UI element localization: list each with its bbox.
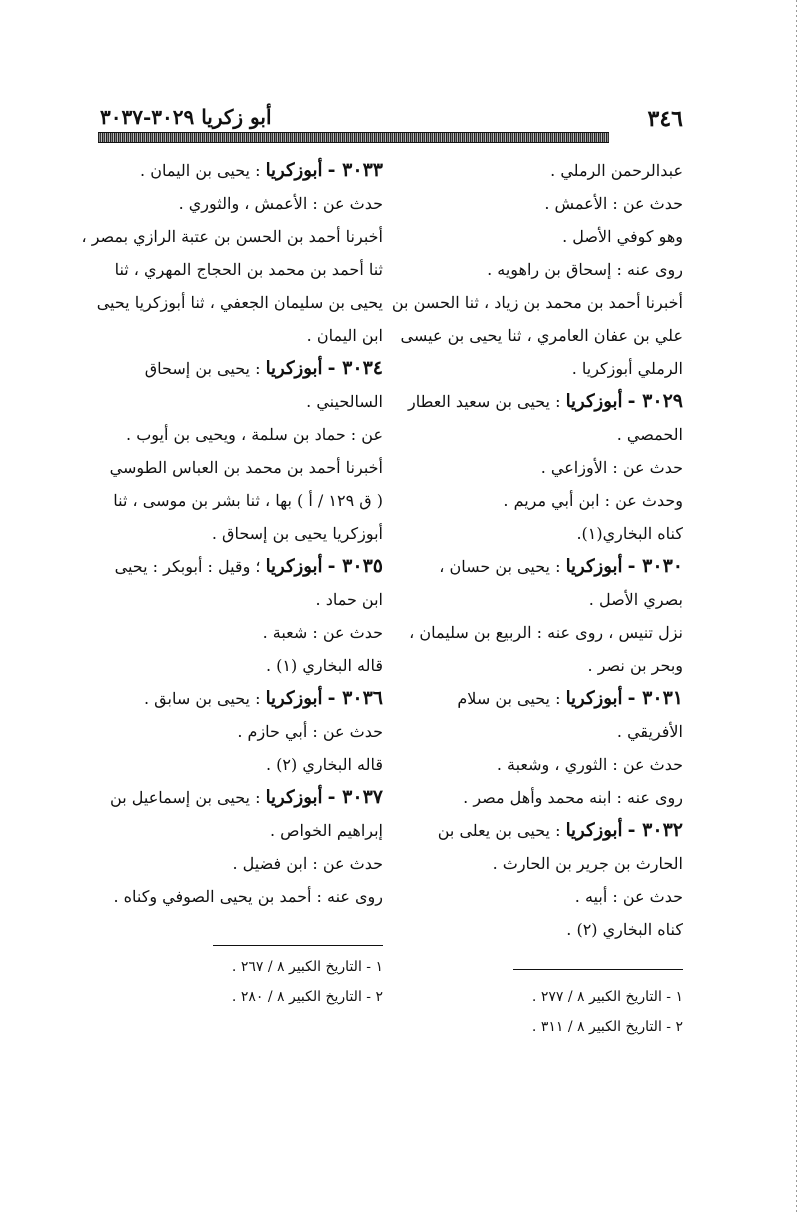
entry-kunya: أبوزكريا — [265, 787, 323, 808]
text-line: كناه البخاري(١). — [576, 524, 683, 543]
entry-name: : يحيى بن يعلى بن — [437, 821, 561, 840]
text-line: الأفريقي . — [616, 722, 683, 741]
text-line: أخبرنا أحمد بن محمد بن العباس الطوسي — [109, 458, 383, 477]
entry-name: : يحيى بن إسماعيل بن — [110, 788, 261, 807]
text-line: حدث عن : أبي حازم . — [237, 722, 383, 741]
footnote: ٢ - التاريخ الكبير ٨ / ٣١١ . — [531, 1019, 683, 1035]
text-line: ( ق ١٢٩ / أ ) بها ، ثنا بشر بن موسى ، ثنا — [113, 491, 383, 510]
text-line: حدث عن : الأعمش ، والثوري . — [178, 194, 383, 213]
page-number: ٣٤٦ — [647, 106, 683, 132]
text-line: الرملي أبوزكريا . — [571, 359, 683, 378]
entry-name: ؛ وقيل : أبوبكر : يحيى — [114, 557, 261, 576]
text-line: حدث عن : شعبة . — [262, 623, 383, 642]
entry-number: ٣٠٣٣ - — [327, 159, 383, 181]
entry-kunya: أبوزكريا — [265, 688, 323, 709]
footnote: ١ - التاريخ الكبير ٨ / ٢٦٧ . — [231, 959, 383, 975]
text-line: حدث عن : الأعمش . — [544, 194, 683, 213]
text-line: روى عنه : أحمد بن يحيى الصوفي وكناه . — [113, 887, 383, 906]
text-line: ابن حماد . — [315, 590, 383, 609]
text-line: ثنا أحمد بن محمد بن الحجاج المهري ، ثنا — [114, 260, 383, 279]
text-line: السالحيني . — [306, 392, 383, 411]
text-line: حدث عن : الأوزاعي . — [540, 458, 683, 477]
running-title: أبو زكريا ٣٠٢٩-٣٠٣٧ — [100, 105, 272, 129]
entry-number: ٣٠٢٩ - — [627, 390, 683, 412]
entry-name: : يحيى بن سابق . — [143, 689, 261, 708]
text-line: علي بن عفان العامري ، ثنا يحيى بن عيسى — [400, 326, 683, 345]
right-footnotes — [408, 982, 683, 1042]
text-line: أخبرنا أحمد بن محمد بن زياد ، ثنا الحسن بن — [391, 293, 683, 312]
text-line: نزل تنيس ، روى عنه : الربيع بن سليمان ، — [409, 623, 683, 642]
entry-number: ٣٠٣٦ - — [327, 687, 383, 709]
entry-name: : يحيى بن اليمان . — [140, 161, 261, 180]
text-line: إبراهيم الخواص . — [269, 821, 383, 840]
entry-number: ٣٠٣٤ - — [327, 357, 383, 379]
text-line: كناه البخاري (٢) . — [566, 920, 683, 939]
entry-kunya: أبوزكريا — [565, 556, 623, 577]
entry-kunya: أبوزكريا — [265, 556, 323, 577]
text-line: حدث عن : ابن فضيل . — [232, 854, 383, 873]
left-footnote-rule — [213, 945, 383, 946]
entry-number: ٣٠٣٧ - — [327, 786, 383, 808]
text-line: قاله البخاري (٢) . — [265, 755, 383, 774]
text-line: أبوزكريا يحيى بن إسحاق . — [211, 524, 383, 543]
page-header — [98, 102, 683, 142]
entry-kunya: أبوزكريا — [565, 391, 623, 412]
page-edge — [796, 0, 797, 1213]
footnote: ٢ - التاريخ الكبير ٨ / ٢٨٠ . — [231, 989, 383, 1005]
text-line: عبدالرحمن الرملي . — [550, 161, 683, 180]
entry-heading — [108, 352, 383, 385]
text-line: حدث عن : أبيه . — [574, 887, 683, 906]
entry-kunya: أبوزكريا — [265, 358, 323, 379]
entry-name: : يحيى بن سلام — [457, 689, 561, 708]
entry-heading — [408, 682, 683, 715]
entry-number: ٣٠٣١ - — [627, 687, 683, 709]
footnote: ١ - التاريخ الكبير ٨ / ٢٧٧ . — [531, 989, 683, 1005]
text-line: روى عنه : ابنه محمد وأهل مصر . — [463, 788, 683, 807]
entry-number: ٣٠٣٥ - — [327, 555, 383, 577]
text-line: قاله البخاري (١) . — [265, 656, 383, 675]
text-line: الحارث بن جرير بن الحارث . — [492, 854, 683, 873]
entry-name: : يحيى بن حسان ، — [439, 557, 561, 576]
left-footnotes — [108, 952, 383, 1012]
text-line: وبحر بن نصر . — [587, 656, 683, 675]
text-line: حدث عن : الثوري ، وشعبة . — [496, 755, 683, 774]
header-rule — [98, 132, 609, 143]
left-column — [81, 154, 383, 913]
entry-heading — [108, 154, 383, 187]
entry-heading — [408, 385, 683, 418]
text-line: أخبرنا أحمد بن الحسن بن عتبة الرازي بمصر ، — [81, 227, 383, 246]
text-line: عن : حماد بن سلمة ، ويحيى بن أيوب . — [126, 425, 383, 444]
text-line: الحمصي . — [616, 425, 683, 444]
entry-kunya: أبوزكريا — [565, 688, 623, 709]
text-line: وهو كوفي الأصل . — [562, 227, 683, 246]
entry-number: ٣٠٣٠ - — [627, 555, 683, 577]
text-line: وحدث عن : ابن أبي مريم . — [503, 491, 683, 510]
text-line: روى عنه : إسحاق بن راهويه . — [487, 260, 683, 279]
right-footnote-rule — [513, 969, 683, 970]
entry-kunya: أبوزكريا — [265, 160, 323, 181]
entry-number: ٣٠٣٢ - — [627, 819, 683, 841]
entry-heading — [108, 781, 383, 814]
entry-heading — [108, 682, 383, 715]
text-line: ابن اليمان . — [306, 326, 383, 345]
entry-heading — [408, 550, 683, 583]
entry-kunya: أبوزكريا — [565, 820, 623, 841]
entry-name: : يحيى بن سعيد العطار — [408, 392, 561, 411]
entry-heading — [408, 814, 683, 847]
right-column — [391, 154, 683, 946]
entry-heading — [108, 550, 383, 583]
entry-name: : يحيى بن إسحاق — [144, 359, 261, 378]
text-line: بصري الأصل . — [588, 590, 683, 609]
text-line: يحيى بن سليمان الجعفي ، ثنا أبوزكريا يحيى — [96, 293, 383, 312]
